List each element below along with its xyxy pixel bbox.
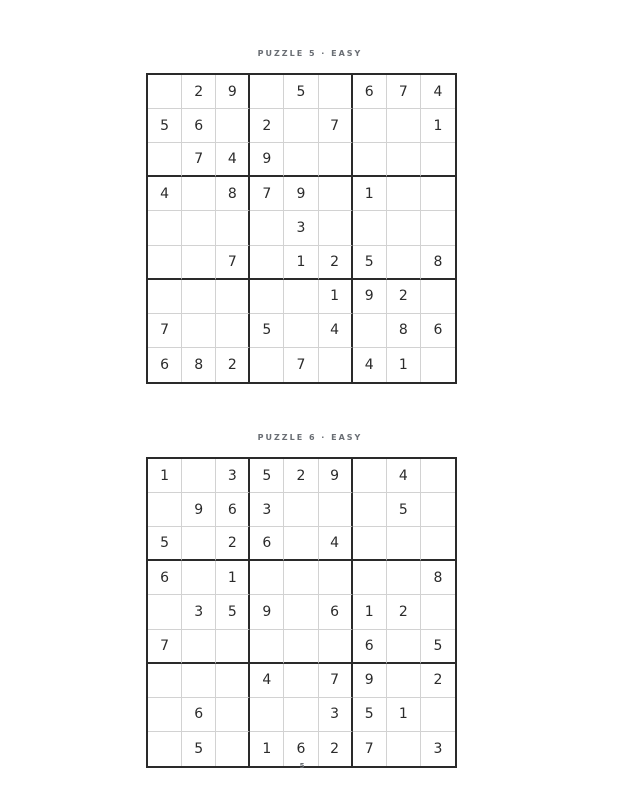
sudoku-cell[interactable]: 2 <box>421 664 455 698</box>
sudoku-cell[interactable] <box>250 630 284 664</box>
sudoku-cell[interactable]: 4 <box>216 143 250 177</box>
sudoku-cell[interactable]: 8 <box>421 561 455 595</box>
sudoku-cell[interactable]: 2 <box>284 459 318 493</box>
sudoku-cell[interactable]: 6 <box>182 698 216 732</box>
sudoku-cell[interactable]: 9 <box>353 280 387 314</box>
sudoku-cell[interactable]: 5 <box>387 493 421 527</box>
sudoku-cell[interactable]: 1 <box>284 246 318 280</box>
sudoku-cell[interactable] <box>353 314 387 348</box>
sudoku-cell[interactable]: 7 <box>387 75 421 109</box>
sudoku-cell[interactable]: 7 <box>250 177 284 211</box>
sudoku-cell[interactable]: 8 <box>421 246 455 280</box>
sudoku-cell[interactable] <box>250 561 284 595</box>
sudoku-cell[interactable]: 2 <box>387 595 421 629</box>
sudoku-cell[interactable] <box>148 143 182 177</box>
sudoku-cell[interactable] <box>216 698 250 732</box>
sudoku-cell[interactable]: 6 <box>353 630 387 664</box>
sudoku-cell[interactable] <box>250 75 284 109</box>
sudoku-cell[interactable] <box>387 246 421 280</box>
sudoku-cell[interactable] <box>353 109 387 143</box>
sudoku-cell[interactable] <box>182 630 216 664</box>
sudoku-cell[interactable]: 5 <box>182 732 216 766</box>
sudoku-cell[interactable]: 1 <box>216 561 250 595</box>
sudoku-cell[interactable] <box>353 211 387 245</box>
sudoku-cell[interactable]: 1 <box>353 177 387 211</box>
sudoku-cell[interactable] <box>284 561 318 595</box>
sudoku-cell[interactable]: 1 <box>353 595 387 629</box>
sudoku-cell[interactable]: 1 <box>250 732 284 766</box>
sudoku-cell[interactable]: 7 <box>148 630 182 664</box>
sudoku-cell[interactable]: 5 <box>421 630 455 664</box>
sudoku-cell[interactable] <box>182 664 216 698</box>
sudoku-cell[interactable]: 7 <box>319 664 353 698</box>
page-number: 5 <box>299 762 305 770</box>
sudoku-cell[interactable] <box>148 75 182 109</box>
sudoku-cell[interactable]: 3 <box>216 459 250 493</box>
sudoku-cell[interactable] <box>182 561 216 595</box>
sudoku-cell[interactable]: 2 <box>182 75 216 109</box>
sudoku-cell[interactable] <box>387 732 421 766</box>
sudoku-cell[interactable]: 1 <box>148 459 182 493</box>
sudoku-cell[interactable]: 5 <box>250 314 284 348</box>
sudoku-cell[interactable] <box>421 527 455 561</box>
sudoku-cell[interactable] <box>182 280 216 314</box>
sudoku-cell[interactable] <box>250 246 284 280</box>
sudoku-cell[interactable]: 3 <box>182 595 216 629</box>
sudoku-cell[interactable] <box>421 143 455 177</box>
sudoku-cell[interactable]: 9 <box>284 177 318 211</box>
sudoku-cell[interactable] <box>284 143 318 177</box>
sudoku-cell[interactable] <box>182 211 216 245</box>
sudoku-cell[interactable] <box>148 211 182 245</box>
sudoku-cell[interactable] <box>421 280 455 314</box>
sudoku-cell[interactable]: 6 <box>148 561 182 595</box>
sudoku-cell[interactable] <box>250 280 284 314</box>
sudoku-cell[interactable] <box>148 280 182 314</box>
sudoku-cell[interactable] <box>319 143 353 177</box>
sudoku-cell[interactable] <box>182 527 216 561</box>
sudoku-cell[interactable]: 5 <box>250 459 284 493</box>
sudoku-cell[interactable]: 6 <box>353 75 387 109</box>
sudoku-cell[interactable] <box>284 698 318 732</box>
sudoku-cell[interactable] <box>250 211 284 245</box>
sudoku-cell[interactable]: 7 <box>148 314 182 348</box>
sudoku-cell[interactable]: 7 <box>353 732 387 766</box>
sudoku-cell[interactable] <box>284 493 318 527</box>
sudoku-cell[interactable] <box>148 246 182 280</box>
sudoku-cell[interactable] <box>421 493 455 527</box>
sudoku-cell[interactable]: 5 <box>353 246 387 280</box>
sudoku-cell[interactable] <box>284 280 318 314</box>
sudoku-cell[interactable]: 9 <box>250 143 284 177</box>
sudoku-cell[interactable]: 9 <box>182 493 216 527</box>
sudoku-cell[interactable] <box>182 459 216 493</box>
sudoku-cell[interactable]: 2 <box>319 732 353 766</box>
sudoku-cell[interactable] <box>387 527 421 561</box>
sudoku-cell[interactable]: 4 <box>353 348 387 382</box>
sudoku-cell[interactable]: 6 <box>284 732 318 766</box>
sudoku-cell[interactable] <box>387 561 421 595</box>
sudoku-cell[interactable]: 5 <box>284 75 318 109</box>
sudoku-cell[interactable]: 2 <box>216 527 250 561</box>
sudoku-cell[interactable] <box>284 630 318 664</box>
sudoku-cell[interactable]: 8 <box>387 314 421 348</box>
sudoku-grid <box>146 73 457 384</box>
sudoku-cell[interactable] <box>387 630 421 664</box>
sudoku-cell[interactable]: 6 <box>319 595 353 629</box>
sudoku-cell[interactable] <box>353 493 387 527</box>
sudoku-cell[interactable]: 8 <box>216 177 250 211</box>
sudoku-cell[interactable]: 4 <box>319 527 353 561</box>
sudoku-cell[interactable] <box>148 732 182 766</box>
sudoku-cell[interactable] <box>284 109 318 143</box>
sudoku-cell[interactable] <box>353 143 387 177</box>
sudoku-cell[interactable]: 1 <box>421 109 455 143</box>
sudoku-cell[interactable]: 3 <box>250 493 284 527</box>
sudoku-cell[interactable] <box>421 211 455 245</box>
sudoku-cell[interactable] <box>421 595 455 629</box>
sudoku-cell[interactable] <box>319 348 353 382</box>
sudoku-cell[interactable] <box>387 177 421 211</box>
sudoku-cell[interactable]: 9 <box>319 459 353 493</box>
sudoku-cell[interactable]: 4 <box>250 664 284 698</box>
sudoku-cell[interactable] <box>148 493 182 527</box>
sudoku-cell[interactable] <box>387 143 421 177</box>
sudoku-cell[interactable] <box>182 246 216 280</box>
sudoku-cell[interactable]: 2 <box>387 280 421 314</box>
sudoku-cell[interactable] <box>216 109 250 143</box>
sudoku-cell[interactable] <box>216 314 250 348</box>
sudoku-cell[interactable] <box>319 75 353 109</box>
sudoku-cell[interactable] <box>216 280 250 314</box>
sudoku-cell[interactable]: 3 <box>319 698 353 732</box>
sudoku-cell[interactable] <box>319 630 353 664</box>
sudoku-cell[interactable]: 4 <box>387 459 421 493</box>
sudoku-cell[interactable]: 2 <box>250 109 284 143</box>
sudoku-cell[interactable]: 6 <box>421 314 455 348</box>
sudoku-cell[interactable]: 5 <box>353 698 387 732</box>
sudoku-cell[interactable] <box>148 698 182 732</box>
sudoku-cell[interactable] <box>216 664 250 698</box>
sudoku-cell[interactable] <box>421 348 455 382</box>
sudoku-cell[interactable] <box>182 177 216 211</box>
sudoku-cell[interactable] <box>387 211 421 245</box>
sudoku-cell[interactable] <box>216 732 250 766</box>
sudoku-cell[interactable]: 5 <box>148 109 182 143</box>
sudoku-cell[interactable] <box>319 493 353 527</box>
sudoku-cell[interactable] <box>421 459 455 493</box>
sudoku-cell[interactable] <box>387 109 421 143</box>
sudoku-cell[interactable] <box>250 348 284 382</box>
sudoku-cell[interactable]: 2 <box>319 246 353 280</box>
sudoku-cell[interactable]: 6 <box>182 109 216 143</box>
sudoku-cell[interactable] <box>353 527 387 561</box>
sudoku-cell[interactable]: 7 <box>284 348 318 382</box>
sudoku-cell[interactable] <box>387 664 421 698</box>
sudoku-cell[interactable]: 4 <box>421 75 455 109</box>
sudoku-cell[interactable] <box>284 595 318 629</box>
sudoku-cell[interactable]: 1 <box>387 698 421 732</box>
sudoku-cell[interactable] <box>353 459 387 493</box>
sudoku-cell[interactable]: 3 <box>284 211 318 245</box>
sudoku-cell[interactable] <box>284 527 318 561</box>
sudoku-cell[interactable] <box>353 561 387 595</box>
sudoku-cell[interactable] <box>284 314 318 348</box>
sudoku-cell[interactable] <box>421 177 455 211</box>
sudoku-cell[interactable] <box>148 664 182 698</box>
sudoku-cell[interactable]: 9 <box>250 595 284 629</box>
sudoku-cell[interactable] <box>148 595 182 629</box>
sudoku-grid <box>146 457 457 768</box>
sudoku-cell[interactable]: 9 <box>216 75 250 109</box>
puzzle-title: PUZZLE 5 · EASY <box>257 49 363 58</box>
sudoku-cell[interactable]: 7 <box>319 109 353 143</box>
puzzle-title: PUZZLE 6 · EASY <box>257 433 363 442</box>
sudoku-cell[interactable]: 4 <box>319 314 353 348</box>
sudoku-cell[interactable]: 1 <box>319 280 353 314</box>
sudoku-cell[interactable]: 7 <box>182 143 216 177</box>
sudoku-cell[interactable] <box>319 177 353 211</box>
sudoku-cell[interactable]: 7 <box>216 246 250 280</box>
sudoku-cell[interactable]: 6 <box>216 493 250 527</box>
sudoku-cell[interactable]: 5 <box>148 527 182 561</box>
sudoku-cell[interactable] <box>216 211 250 245</box>
sudoku-cell[interactable] <box>216 630 250 664</box>
sudoku-cell[interactable]: 5 <box>216 595 250 629</box>
sudoku-cell[interactable] <box>319 561 353 595</box>
sudoku-cell[interactable]: 6 <box>250 527 284 561</box>
sudoku-cell[interactable]: 6 <box>148 348 182 382</box>
sudoku-cell[interactable]: 2 <box>216 348 250 382</box>
sudoku-cell[interactable]: 1 <box>387 348 421 382</box>
sudoku-cell[interactable] <box>182 314 216 348</box>
sudoku-cell[interactable]: 9 <box>353 664 387 698</box>
sudoku-cell[interactable]: 3 <box>433 740 443 757</box>
sudoku-cell[interactable] <box>284 664 318 698</box>
sudoku-cell[interactable] <box>250 698 284 732</box>
sudoku-cell[interactable]: 8 <box>182 348 216 382</box>
sudoku-cell[interactable] <box>319 211 353 245</box>
sudoku-cell[interactable]: 4 <box>148 177 182 211</box>
sudoku-cell[interactable] <box>421 698 455 732</box>
